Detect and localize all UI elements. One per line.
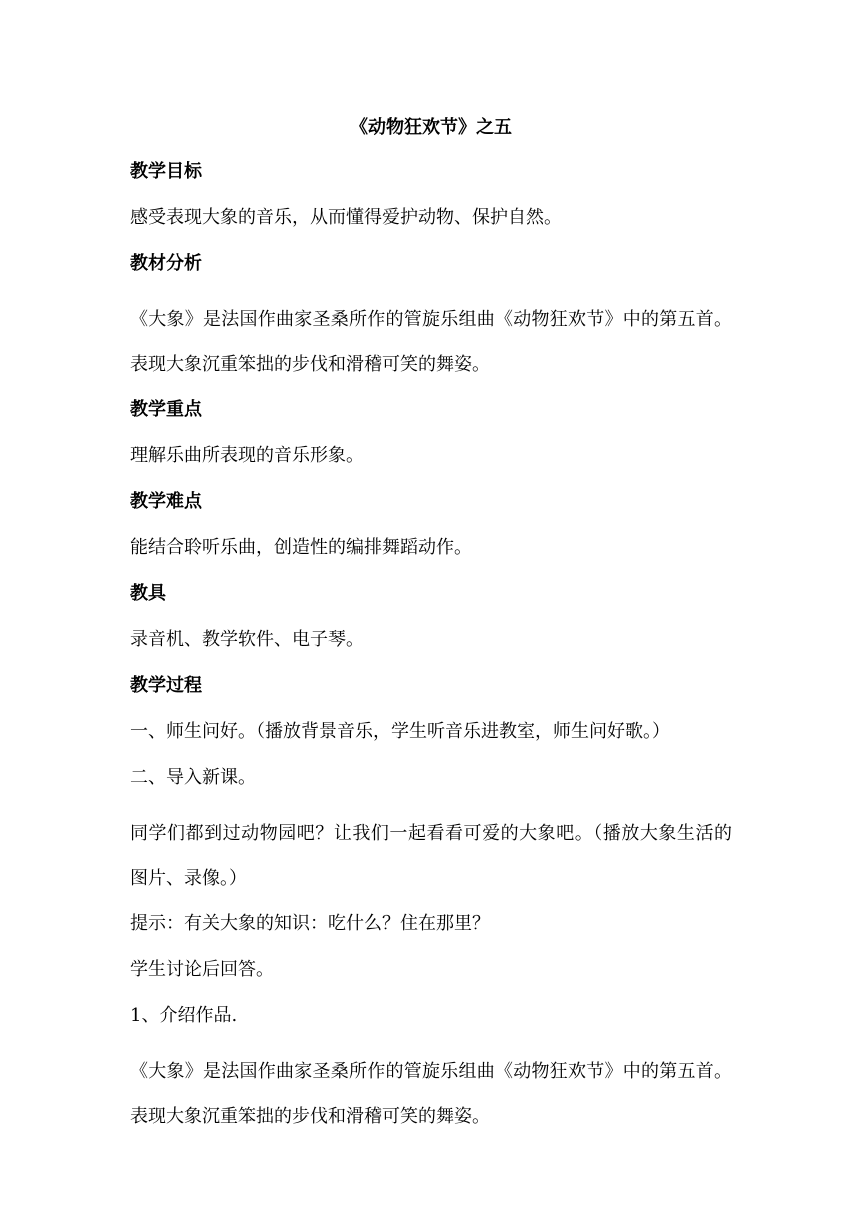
heading-teaching-goal: 教学目标 [130,161,202,182]
process-line-intro: 二、导入新课。 [130,767,256,788]
document-title: 《动物狂欢节》之五 [350,117,512,138]
heading-teaching-process: 教学过程 [130,675,202,696]
text-key-point: 理解乐曲所表现的音乐形象。 [130,445,364,466]
process-line-zoo: 同学们都到过动物园吧？让我们一起看看可爱的大象吧。（播放大象生活的图片、录像。） [130,823,732,889]
heading-material-analysis: 教材分析 [130,253,202,274]
heading-teaching-aids: 教具 [130,583,166,604]
heading-key-point: 教学重点 [130,399,202,420]
process-line-greeting: 一、师生问好。（播放背景音乐，学生听音乐进教室，师生问好歌。） [130,721,670,742]
process-line-work-description: 《大象》是法国作曲家圣桑所作的管旋乐组曲《动物狂欢节》中的第五首。表现大象沉重笨拙的步伐和滑稽可笑的舞姿。 [130,1061,732,1127]
text-difficulty: 能结合聆听乐曲，创造性的编排舞蹈动作。 [130,537,472,558]
process-line-hint: 提示：有关大象的知识：吃什么？住在那里？ [130,913,490,934]
heading-difficulty: 教学难点 [130,491,202,512]
text-material-analysis: 《大象》是法国作曲家圣桑所作的管旋乐组曲《动物狂欢节》中的第五首。表现大象沉重笨拙的步伐和滑稽可笑的舞姿。 [130,309,732,375]
document-page [130,115,732,1149]
text-teaching-aids: 录音机、教学软件、电子琴。 [130,629,364,650]
text-teaching-goal: 感受表现大象的音乐，从而懂得爱护动物、保护自然。 [130,207,562,228]
process-line-introduce-work: 1、介绍作品. [130,1005,238,1026]
process-line-discussion: 学生讨论后回答。 [130,959,274,980]
